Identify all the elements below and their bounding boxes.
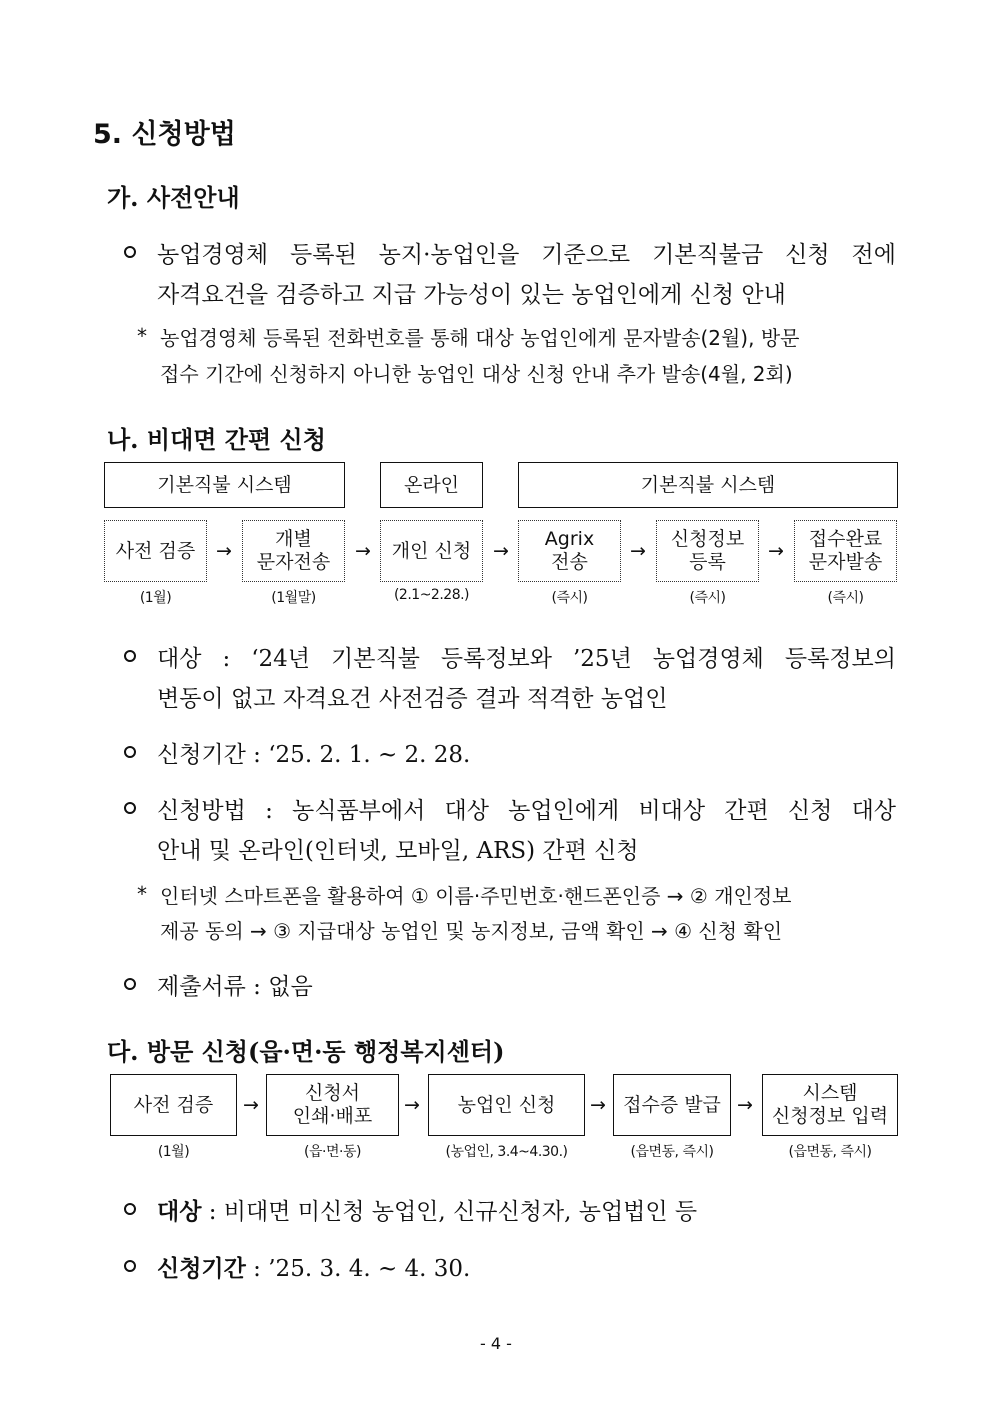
flow-caption: (즉시) <box>689 590 726 606</box>
flow-caption: (즉시) <box>551 590 588 606</box>
da-period-label: 신청기간 <box>157 1255 246 1282</box>
ga-note-line-2: 접수 기간에 신청하지 아니한 농업인 대상 신청 안내 추가 발송(4월, 2회) <box>160 362 793 386</box>
visit-caption: (1월) <box>157 1144 190 1160</box>
subsection-heading-ga: 가. 사전안내 <box>107 183 240 212</box>
group-box-basic-system-2: 기본직불 시스템 <box>518 462 898 508</box>
visit-step-print-form: 신청서 인쇄·배포 <box>266 1074 399 1136</box>
bullet-icon <box>124 246 136 258</box>
arrow-icon: → <box>737 1094 753 1116</box>
da-target-text: : 비대면 미신청 농업인, 신규신청자, 농업법인 등 <box>201 1199 698 1225</box>
flow-step-personal-apply: 개인 신청 <box>380 520 483 582</box>
na-note-line-2: 제공 동의 → ③ 지급대상 농업인 및 농지정보, 금액 확인 → ④ 신청 확인 <box>160 919 783 943</box>
arrow-icon: → <box>243 1094 259 1116</box>
bullet-icon <box>124 1260 136 1272</box>
ga-bullet-line-1: 농업경영체 등록된 농지·농업인을 기준으로 기본직불금 신청 전에 <box>157 242 896 268</box>
da-period <box>157 1250 470 1283</box>
bullet-icon <box>124 746 136 758</box>
na-target-line-2: 변동이 없고 자격요건 사전검증 결과 적격한 농업인 <box>157 686 668 712</box>
bullet-icon <box>124 650 136 662</box>
flow-step-register: 신청정보 등록 <box>656 520 759 582</box>
flow-step-pre-verify: 사전 검증 <box>104 520 207 582</box>
flow-caption: (2.1~2.28.) <box>393 587 470 603</box>
flow-step-sms: 개별 문자전송 <box>242 520 345 582</box>
flow-caption: (1월말) <box>271 590 316 606</box>
note-asterisk: * <box>137 324 147 348</box>
visit-caption: (농업인, 3.4~4.30.) <box>445 1144 568 1160</box>
bullet-icon <box>124 1203 136 1215</box>
arrow-icon: → <box>355 540 371 562</box>
da-target-label: 대상 <box>157 1198 202 1225</box>
na-method-line-2: 안내 및 온라인(인터넷, 모바일, ARS) 간편 신청 <box>157 838 639 864</box>
ga-note-line-1: 농업경영체 등록된 전화번호를 통해 대상 농업인에게 문자발송(2월), 방문 <box>160 326 800 350</box>
arrow-icon: → <box>216 540 232 562</box>
flow-caption: (즉시) <box>827 590 864 606</box>
subsection-heading-da: 다. 방문 신청(읍·면·동 행정복지센터) <box>107 1037 505 1066</box>
page-number: - 4 - <box>480 1334 512 1353</box>
flow-step-complete-sms: 접수완료 문자발송 <box>794 520 897 582</box>
arrow-icon: → <box>768 540 784 562</box>
group-box-online: 온라인 <box>380 462 483 508</box>
da-period-text: : ’25. 3. 4. ~ 4. 30. <box>245 1256 471 1282</box>
group-box-basic-system-1: 기본직불 시스템 <box>104 462 345 508</box>
visit-caption: (읍면동, 즉시) <box>630 1144 714 1160</box>
visit-step-system-input: 시스템 신청정보 입력 <box>762 1074 898 1136</box>
na-method-line-1: 신청방법 : 농식품부에서 대상 농업인에게 비대상 간편 신청 대상 <box>157 798 896 824</box>
note-asterisk: * <box>137 882 147 906</box>
na-target-line-1: 대상 : ‘24년 기본직불 등록정보와 ’25년 농업경영체 등록정보의 <box>157 646 896 672</box>
arrow-icon: → <box>630 540 646 562</box>
arrow-icon: → <box>404 1094 420 1116</box>
visit-step-pre-verify: 사전 검증 <box>110 1074 237 1136</box>
arrow-icon: → <box>590 1094 606 1116</box>
subsection-heading-na: 나. 비대면 간편 신청 <box>107 425 326 454</box>
ga-bullet-line-2: 자격요건을 검증하고 지급 가능성이 있는 농업인에게 신청 안내 <box>157 282 786 308</box>
section-title: 5. 신청방법 <box>93 119 236 150</box>
flow-step-agrix: Agrix 전송 <box>518 520 621 582</box>
na-note-line-1: 인터넷 스마트폰을 활용하여 ① 이름·주민번호·핸드폰인증 → ② 개인정보 <box>160 884 792 908</box>
visit-step-farmer-apply: 농업인 신청 <box>428 1074 585 1136</box>
bullet-icon <box>124 978 136 990</box>
arrow-icon: → <box>493 540 509 562</box>
visit-step-receipt: 접수증 발급 <box>613 1074 731 1136</box>
flow-caption: (1월) <box>139 590 172 606</box>
na-docs: 제출서류 : 없음 <box>157 974 313 1000</box>
visit-caption: (읍면동, 즉시) <box>788 1144 872 1160</box>
bullet-icon <box>124 802 136 814</box>
visit-caption: (읍·면·동) <box>304 1144 361 1160</box>
na-period: 신청기간 : ‘25. 2. 1. ~ 2. 28. <box>157 742 471 768</box>
da-target <box>157 1193 697 1226</box>
